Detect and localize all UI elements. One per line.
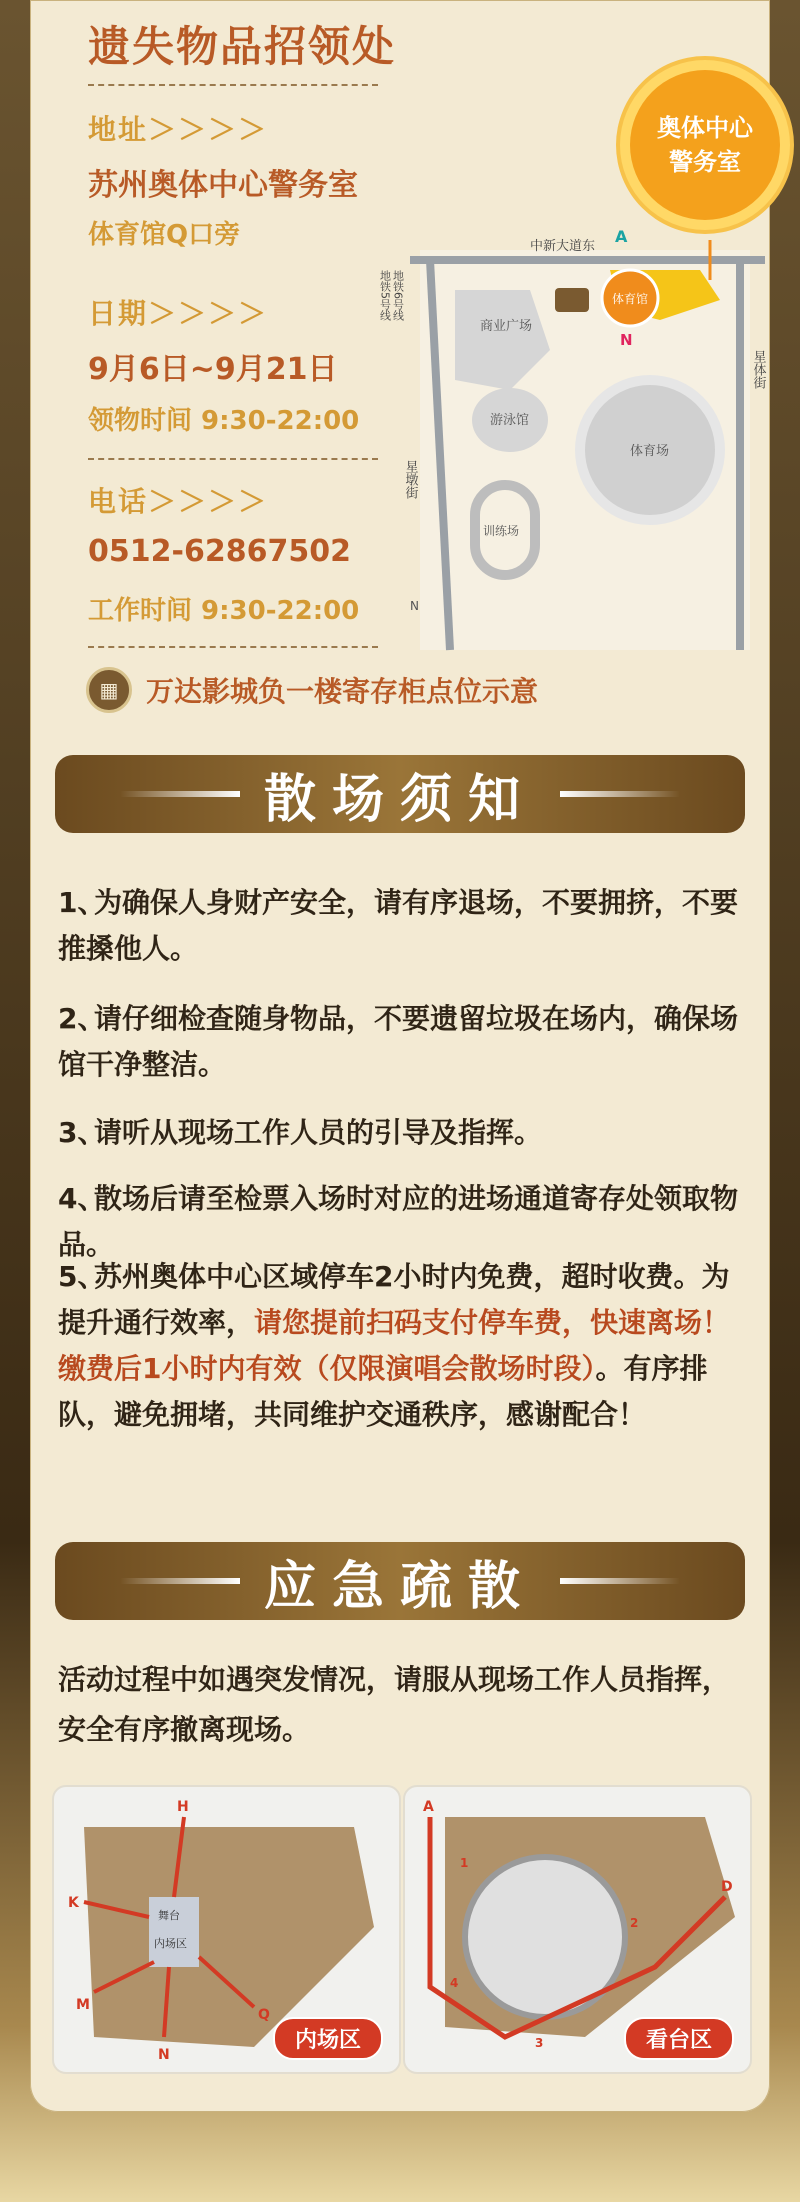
step-4: 4 bbox=[450, 1976, 459, 1990]
evac-panel-inner bbox=[52, 1785, 401, 2074]
item-highlight: 请您提前扫码支付停车费，快速离场！缴费后1小时内有效（仅限演唱会散场时段） bbox=[58, 1306, 731, 1385]
badge-line1: 奥体中心 bbox=[657, 114, 753, 142]
banner-bar-right bbox=[560, 791, 680, 797]
item-text: 请仔细检查随身物品，不要遗留垃圾在场内，确保场馆干净整洁。 bbox=[58, 1002, 739, 1081]
banner-bar-left bbox=[120, 1578, 240, 1584]
place-plaza: 商业广场 bbox=[480, 319, 533, 334]
notice-item-3 bbox=[58, 1110, 748, 1156]
step-3: 3 bbox=[535, 2036, 544, 2050]
step-1: 1 bbox=[460, 1856, 469, 1870]
date-label: 日期＞＞＞＞ bbox=[88, 297, 269, 330]
locker-map-icon bbox=[555, 288, 589, 312]
step-2: 2 bbox=[630, 1916, 639, 1930]
emergency-banner bbox=[55, 1542, 745, 1620]
item-num: 5、 bbox=[58, 1260, 106, 1293]
place-training: 训练场 bbox=[483, 524, 520, 538]
content-card bbox=[30, 0, 770, 2112]
item-text: 苏州奥体中心区域停车2小时内免费，超时收费。为提升通行效率， bbox=[58, 1260, 730, 1339]
stands-zone-tag: 看台区 bbox=[624, 2017, 734, 2060]
dispersal-banner-title: 散场须知 bbox=[263, 769, 536, 830]
banner-bar-right bbox=[560, 1578, 680, 1584]
place-swim: 游泳馆 bbox=[490, 413, 530, 428]
date-main: 9月6日~9月21日 bbox=[88, 352, 338, 387]
arena-floor bbox=[84, 1827, 374, 2047]
banner-bar-left bbox=[120, 791, 240, 797]
stage-block bbox=[149, 1897, 199, 1967]
badge-line2: 警务室 bbox=[669, 148, 741, 176]
locker-note bbox=[86, 668, 538, 712]
address-sub: 体育馆Q口旁 bbox=[88, 220, 241, 250]
emergency-intro: 活动过程中如遇突发情况，请服从现场工作人员指挥，安全有序撤离现场。 bbox=[58, 1663, 731, 1746]
street-right-label: 星体街 bbox=[750, 350, 766, 389]
gate-k: K bbox=[68, 1895, 79, 1911]
locker-note-text: 万达影城负一楼寄存柜点位示意 bbox=[146, 675, 539, 708]
divider bbox=[88, 646, 378, 648]
item-num: 1、 bbox=[58, 886, 106, 919]
place-stadium: 体育场 bbox=[630, 444, 670, 459]
item-num: 3、 bbox=[58, 1116, 106, 1149]
road-top-label: 中新大道东 bbox=[530, 239, 596, 254]
notice-item-2 bbox=[58, 996, 748, 1088]
metro5-label: 地铁5号线 bbox=[378, 270, 392, 321]
item-text: 为确保人身财产安全，请有序退场，不要拥挤，不要推搡他人。 bbox=[58, 886, 739, 965]
marker-n: N bbox=[620, 331, 633, 349]
gate-h: H bbox=[177, 1799, 189, 1815]
dispersal-banner bbox=[55, 755, 745, 833]
floor-label: 内场区 bbox=[154, 1937, 187, 1950]
marker-a: A bbox=[615, 227, 628, 246]
stage-label: 舞台 bbox=[158, 1909, 180, 1922]
item-num: 4、 bbox=[58, 1182, 106, 1215]
police-office-badge bbox=[630, 70, 780, 220]
locker-icon: ▦ bbox=[86, 667, 132, 713]
pickup-time: 领物时间 9:30-22:00 bbox=[88, 406, 360, 436]
notice-item-1 bbox=[58, 880, 748, 972]
evac-panel-stands bbox=[403, 1785, 752, 2074]
gate-q: Q bbox=[258, 2007, 270, 2023]
work-time: 工作时间 9:30-22:00 bbox=[88, 596, 360, 626]
venue-map bbox=[380, 210, 770, 660]
phone-number[interactable]: 0512-62867502 bbox=[88, 534, 351, 569]
emergency-banner-title: 应急疏散 bbox=[263, 1556, 536, 1617]
item-text: 。有序排队，避免拥堵，共同维护交通秩序，感谢配合！ bbox=[58, 1352, 708, 1431]
street-left-label: 星墩街 bbox=[402, 460, 418, 499]
address-label: 地址＞＞＞＞ bbox=[88, 113, 269, 146]
gate-d: D bbox=[721, 1879, 733, 1895]
phone-label: 电话＞＞＞＞ bbox=[88, 485, 269, 518]
metro6-label: 地铁6号线 bbox=[391, 270, 405, 321]
item-num: 2、 bbox=[58, 1002, 106, 1035]
gate-n: N bbox=[158, 2047, 170, 2063]
divider bbox=[88, 458, 378, 460]
divider bbox=[88, 84, 378, 86]
item-text: 请听从现场工作人员的引导及指挥。 bbox=[94, 1116, 543, 1149]
inner-zone-tag: 内场区 bbox=[273, 2017, 383, 2060]
place-gym: 体育馆 bbox=[612, 292, 649, 306]
notice-item-5 bbox=[58, 1254, 748, 1438]
lost-found-title: 遗失物品招领处 bbox=[88, 22, 397, 71]
gate-m: M bbox=[76, 1997, 90, 2013]
address-main: 苏州奥体中心警务室 bbox=[88, 168, 358, 203]
north-indicator: N bbox=[410, 599, 419, 613]
item-text: 散场后请至检票入场时对应的进场通道寄存处领取物品。 bbox=[58, 1182, 739, 1261]
gate-a: A bbox=[423, 1799, 434, 1815]
